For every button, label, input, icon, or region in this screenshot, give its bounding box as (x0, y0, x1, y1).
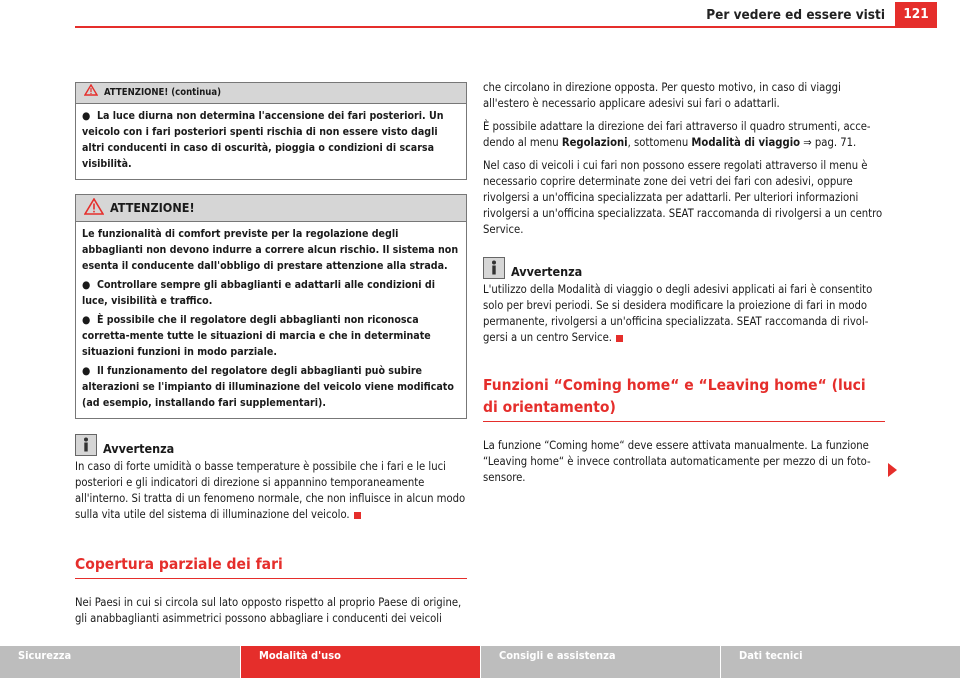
tab-consigli-assistenza[interactable]: Consigli e assistenza (480, 646, 720, 678)
bullet-item: ● Controllare sempre gli abbaglianti e adattarli alle condizioni di luce, visibilità e traffico. (82, 279, 435, 307)
paragraph: È possibile adattare la direzione dei fari attraverso il quadro strumenti, acce-dendo al menu Regolazioni, sottomenu Modalità di viaggio ⇒ pag. 71. (483, 120, 871, 149)
section-title: Copertura parziale dei fari (75, 553, 467, 579)
warning-continued-label: ATTENZIONE! (continua) (104, 87, 222, 98)
tab-modalita-duso[interactable]: Modalità d'uso (240, 646, 480, 678)
paragraph: che circolano in direzione opposta. Per questo motivo, in caso di viaggi all'estero è necessario applicare adesivi sui fari o adattarli. (483, 81, 841, 110)
bullet-item: ● Il funzionamento del regolatore degli abbaglianti può subire alterazioni se l'impianto di illuminazione del veicolo viene modificato (ad esempio, installando fari supplementari). (82, 365, 454, 409)
warning-box (75, 194, 467, 419)
note-text: In caso di forte umidità o basse temperature è possibile che i fari e le luci posteriori e gli indicatori di direzione si appannino temporaneamente all'interno. Si tratta di un fenomeno normale, che non influisce in alcun modo sulla vita utile del sistema di illuminazione del veicolo. (75, 460, 466, 521)
note-label: Avvertenza (511, 264, 583, 279)
bullet-item: ● La luce diurna non determina l'accensione dei fari posteriori. Un veicolo con i fari posteriori spenti rischia di non essere visto dagli altri conducenti in caso di oscurità, pioggia o condizioni di scarsa visibilità. (82, 110, 444, 170)
note-icon (483, 257, 505, 279)
end-mark-icon (616, 335, 623, 342)
right-column (483, 80, 885, 493)
section-title: Funzioni “Coming home“ e “Leaving home“ (luci di orientamento) (483, 374, 885, 422)
header-rule (75, 26, 937, 28)
section-text: Nei Paesi in cui si circola sul lato opposto rispetto al proprio Paese di origine, gli anabbaglianti asimmetrici possono abbagliare i conducenti dei veicoli (75, 596, 462, 625)
paragraph: Nel caso di veicoli i cui fari non possono essere regolati attraverso il menu è necessario coprire determinate zone dei vetri dei fari con adesivi, oppure rivolgersi a un'officina specializzata per adattarli. Per ulteriori informazioni rivolgersi a un'officina specializzata. SEAT raccomanda di rivolgersi a un centro Service. (483, 159, 883, 236)
page-reference-link[interactable]: ⇒ pag. 71. (800, 136, 857, 149)
warning-triangle-icon (84, 198, 104, 219)
note-heading (483, 256, 885, 280)
menu-reference: Regolazioni (561, 136, 628, 149)
warning-triangle-icon (84, 84, 98, 102)
warning-label: ATTENZIONE! (110, 200, 195, 215)
note-text: L'utilizzo della Modalità di viaggio o degli adesivi applicati ai fari è consentito solo per brevi periodi. Se si desidera modificare la proiezione di fari in modo permanente, rivolgersi a un'officina specializzata. SEAT raccomanda di rivol-gersi a un centro Service. (483, 283, 873, 344)
note-heading (75, 433, 467, 457)
submenu-reference: Modalità di viaggio (691, 136, 801, 149)
page-title: Per vedere ed essere visti (706, 7, 885, 23)
warning-continued-box (75, 82, 467, 180)
warning-header (76, 195, 466, 222)
bullet-item: ● È possibile che il regolatore degli abbaglianti non riconosca corretta-mente tutte le situazioni di marcia e che in determinate situazioni funzioni in modo parziale. (82, 314, 431, 358)
note-icon (75, 434, 97, 456)
left-column (75, 82, 467, 634)
note-label: Avvertenza (103, 441, 175, 456)
page-number: 121 (895, 2, 937, 26)
section-text: La funzione “Coming home“ deve essere attivata manualmente. La funzione “Leaving home“ è invece controllata automaticamente per mezzo di un foto-sensore. (483, 439, 871, 484)
continue-arrow-icon (888, 463, 897, 477)
tab-sicurezza[interactable]: Sicurezza (0, 646, 240, 678)
footer-nav (0, 646, 960, 678)
end-mark-icon (354, 512, 361, 519)
warning-intro: Le funzionalità di comfort previste per la regolazione degli abbaglianti non devono indurre a correre alcun rischio. Il sistema non esenta il conducente dall'obbligo di prestare attenzione alla strada. (82, 228, 459, 272)
warning-continued-header (76, 83, 466, 104)
tab-dati-tecnici[interactable]: Dati tecnici (720, 646, 960, 678)
